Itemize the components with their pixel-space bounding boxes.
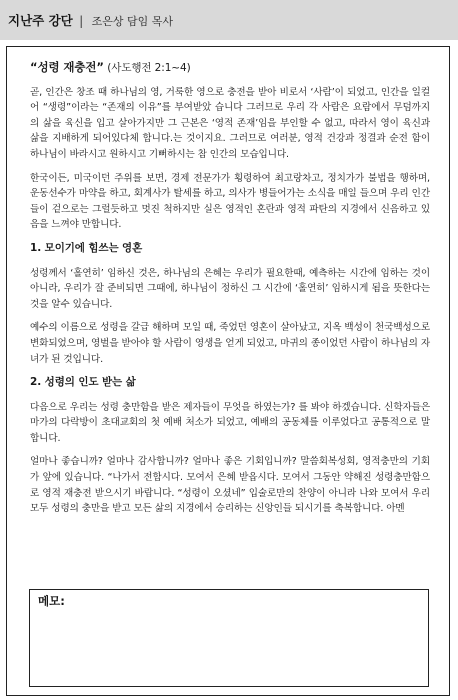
header-bar — [0, 0, 458, 40]
intro-paragraph-2: 한국이든, 미국이던 주위를 보면, 경제 전문가가 횡령하여 최고랑차고, 정치가가 불법을 행하며, 운동선수가 마약을 하고, 회계사가 탈세를 하고, 의사가 병들어가는 소식을 매일 들으며 우리 인간들이 겉으로는 그럴듯하고 멋진 척하지만 실은 영적인 혼란과 영적 파탄의 지경에서 신음하고 있음을 느껴야 만합니다. — [30, 172, 430, 231]
section-1-paragraph-1: 성령께서 ‘홀연히’ 임하신 것은, 하나님의 은혜는 우리가 필요한때, 예측하는 시간에 임하는 것이 아니라, 우리가 잘 준비되면 그때에, 하나님이 정하신 그 시간에 ‘홀연히’ 임하시게 됨을 뜻한다는 것을 알수 있습니다. — [30, 267, 430, 310]
section-2-paragraph-2: 얼마나 좋습니까? 얼마나 감사합니까? 얼마나 좋은 기회입니까? 말씀회복성회, 영적충만의 기회가 앞에 있습니다. “나가서 전합시다. 모여서 은혜 받읍시다. 모여서 그동안 약해진 성령충만함으로 영적 재충전 받으시기 바랍니다. “성령이 오셨네” 입술로만의 찬양이 아니라 나와 모여서 우리 모두 성령의 충만을 받고 모든 삶의 지경에서 승리하는 신앙인들 되시기를 축복합니다. 아멘 — [30, 456, 430, 515]
section-heading-2: 2. 성령의 인도 받는 삶 — [30, 376, 136, 389]
scripture-reference: (사도행전 2:1~4) — [107, 62, 191, 74]
header-separator: | — [79, 13, 84, 28]
section-1-paragraph-2: 예수의 이름으로 성령을 갈급 해하며 모일 때, 죽었던 영혼이 살아났고, 지옥 백성이 천국백성으로 변화되었으며, 영벌을 받아야 할 사람이 영생을 얻게 되었고, 마귀의 종이었던 사람이 하나님의 자녀가 된 것입니다. — [30, 322, 430, 365]
sermon-title: “성령 재충전” — [30, 60, 104, 74]
memo-box[interactable] — [29, 589, 429, 687]
section-2-paragraph-1: 다음으로 우리는 성령 충만함을 받은 제자들이 무엇을 하였는가? 를 봐야 하겠습니다. 신학자들은 마가의 다락방이 초대교회의 첫 예배 처소가 되었고, 예배의 공동체를 이루었다고 공통적으로 말합니다. — [30, 401, 430, 444]
pastor-name: 조은상 담임 목사 — [91, 15, 174, 28]
section-heading-1: 1. 모이기에 힘쓰는 영혼 — [30, 241, 143, 254]
header-title-group — [8, 11, 173, 29]
intro-paragraph-1: 곧, 인간은 창조 때 하나님의 영, 거룩한 영으로 충전을 받아 비로서 ‘사람’이 되었고, 인간을 일컬어 “생령”이라는 “존재의 이유”를 부여받았 습니다 그러므로 우리 각 사람은 요람에서 무덤까지의 삶을 육신을 입고 살아가지만 그 근본은 ‘영적 존재’임을 부인할 수 없고, 따라서 영이 육신과 삶을 지배하게 되어있다체 합니다.는 것이지요. 그러므로 여러분, 영적 건강과 정결과 순전 함이 하나님이 바라시고 원하시고 기뻐하시는 참 인간의 모습입니다. — [30, 86, 430, 160]
page-heading: 지난주 강단 — [8, 13, 73, 28]
sermon-content — [30, 60, 430, 525]
memo-label: 메모: — [38, 594, 65, 608]
sermon-title-line — [30, 60, 430, 77]
